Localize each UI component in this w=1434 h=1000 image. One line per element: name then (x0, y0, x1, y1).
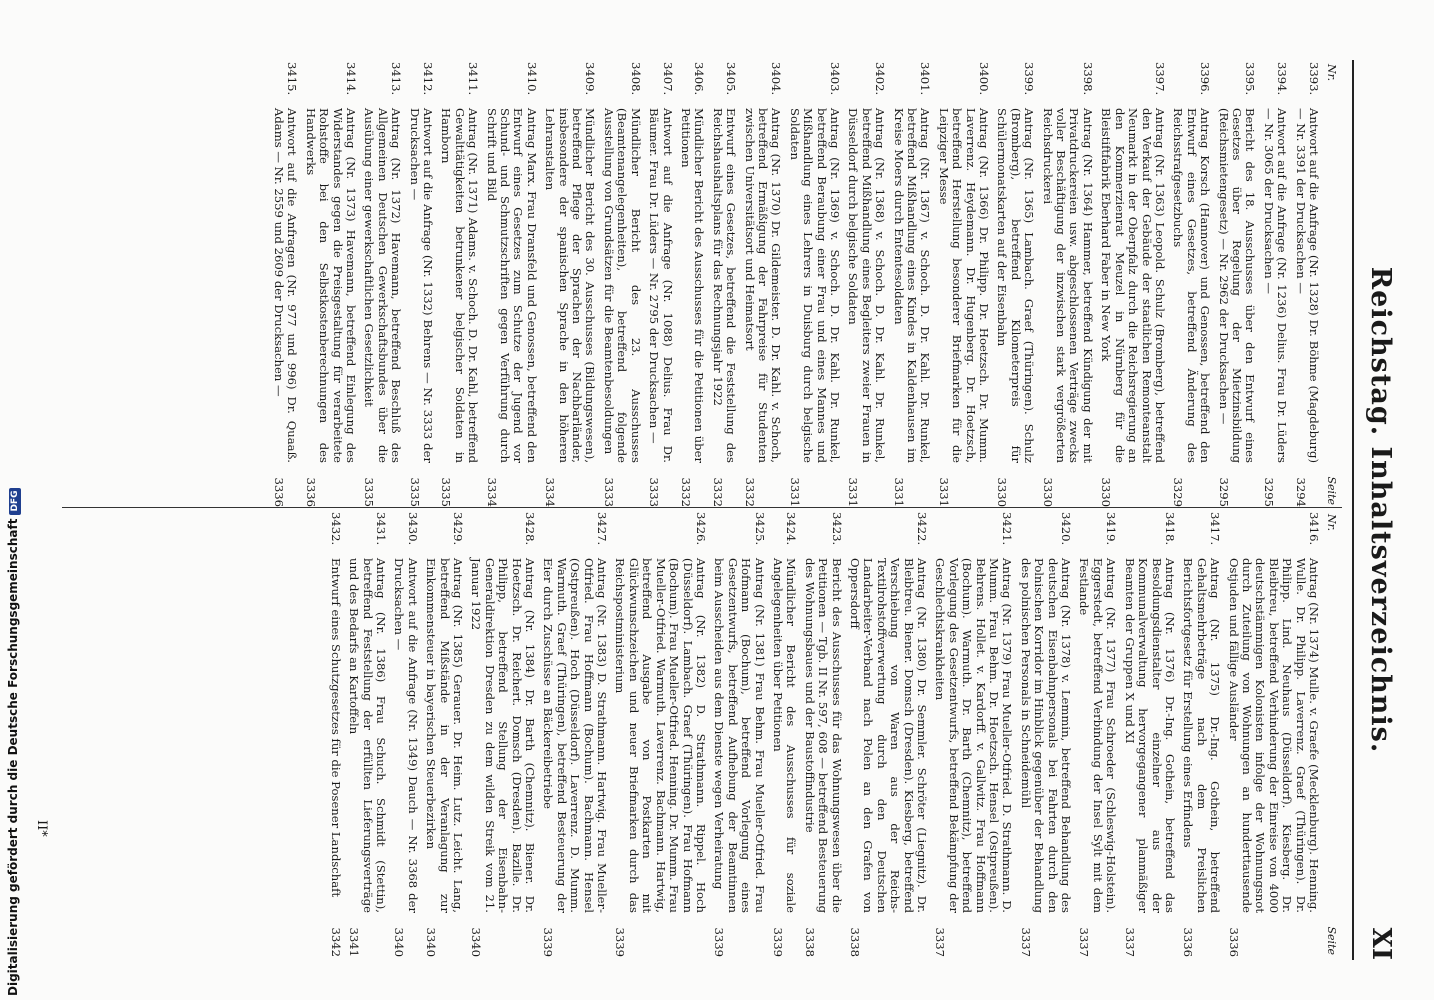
entry-page: 3339 (770, 927, 785, 957)
entry-page: 3333 (647, 477, 662, 507)
entry-page: 3332 (710, 477, 725, 507)
entry-row (742, 62, 782, 507)
entry-page: 3337 (1018, 927, 1033, 957)
entry-text: Antrag (Nr. 1380) Dr. Semmler. Schröter (Liegnitz). Dr. Bleibtreu. Biener. Domsch (Dresden). Kiesberg, betreffend Verschiebung von Waren aus der Reichs-Textilrohstoffverwertung durch den Deutschen Landarbeiter-Verband nach Polen an den Grafen von Oppersdorff (848, 558, 930, 913)
entry-page: 3334 (484, 477, 499, 507)
entry-number: 3399. (1022, 62, 1037, 96)
entry-text: Antrag (Nr. 1383) D. Strathmann. Hartwig. Frau Mueller-Otfried. Frau Hoffmann (Bochum). Bachmann. Hensel (Ostpreußen). Hoch (Düsseldorf). Laverrenz. D. Mumm. Warmuth. Graef (Thüringen), betreffend Besteuerung der Eier durch Zuschüsse an Bäckereibetriebe (541, 558, 610, 913)
entry-row (407, 62, 434, 507)
entry-row (392, 512, 419, 957)
column-separator (62, 507, 1342, 508)
digitization-notice (6, 488, 21, 996)
entry-number: 3406. (692, 62, 707, 96)
entry-page: 3341 (347, 927, 362, 957)
dfg-logo: DFG (9, 488, 21, 515)
entry-page: 3295 (1261, 477, 1276, 507)
entry-text: Antrag (Nr. 1381) Frau Behm. Frau Mueller-Otfried. Frau Hofmann (Bochum), betreffend Vorlegung eines Gesetzentwurfs, betreffend Aufhebung der Beamtinnen beim Ausscheiden aus dem Dienste wegen Verheiratung (712, 558, 767, 913)
entry-number: 3429. (451, 512, 466, 546)
entry-text: Antrag (Nr. 1366) Dr. Philipp. Dr. Hoetzsch. Dr. Mumm. Laverrenz. Heydemann. Dr. Hugenberg. Dr. Hoetzsch, betreffend Herstellung besonderer Briefmarken für die Leipziger Messe (936, 108, 992, 463)
entry-text: Antwort auf die Anfrage (Nr. 1328) Dr. Böhme (Magdeburg) — Nr. 3391 der Drucksachen — (1293, 108, 1321, 463)
entry-number: 3407. (660, 62, 675, 96)
entry-row (484, 62, 538, 507)
entry-page: 3338 (848, 927, 862, 957)
entry-number: 3411. (466, 62, 481, 96)
right-entry-list (328, 512, 1320, 957)
entry-page: 3337 (933, 927, 948, 957)
entry-text: Antrag Marx. Frau Dransfeld und Genossen, betreffend den Entwurf eines Gesetzes zum Schutze der Jugend vor Schund- und Schmutzschriften gegen Verführung durch Schrift und Bild (484, 108, 539, 463)
entry-number: 3422. (915, 512, 930, 546)
entry-page: 3339 (541, 927, 556, 957)
entry-number: 3423. (829, 512, 844, 546)
entry-text: Antrag (Nr. 1384) Dr. Barth (Chemnitz). Biener. Dr. Hoetzsch. Dr. Reichert. Domsch (Dresden). Bazille. Dr. Philipp, betreffend Stellung der Eisenbahn-Generaldirektion Dresden zu dem wilden Streik vom 21. Januar 1922 (469, 558, 538, 913)
entry-row (846, 62, 886, 507)
entry-text: Antrag (Nr. 1379) Frau Mueller-Otfried. D. Strathmann. D. Mumm. Frau Behm. Dr. Hoetzsch. Hensel (Ostpreußen). Behrens. Hollet. v. Kardorff. v. Gallwitz. Frau Hoffmann (Bochum). Warmuth. Dr. Barth (Chemnitz), betreffend Vorlegung des Gesetzentwurfs, betreffend Bekämpfung der Geschlechtskrankheiten (933, 558, 1015, 913)
entry-page: 3340 (424, 927, 439, 957)
entry-text: Antwort auf die Anfragen (Nr. 977 und 996) Dr. Quaaß. Adams — Nr. 2559 und 2609 der Drucksachen — (271, 108, 300, 463)
entry-text: Mündlicher Bericht des Ausschusses für die Petitionen über Petitionen (678, 108, 707, 463)
entry-text: Antrag (Nr. 1364) Hammer, betreffend Kündigung der mit Privatdruckereien usw. abgeschlossenen Verträge zwecks voller Beschäftigung der inzwischen stark vergrößerten Reichsdruckerei (1040, 108, 1095, 463)
entry-number: 3413. (389, 62, 404, 96)
entry-text: Antrag Korsch (Hannover) und Genossen, betreffend den Entwurf eines Gesetzes, betreffend Änderung des Reichsstrafgesetzbuchs (1171, 108, 1213, 463)
entry-row (802, 512, 842, 957)
entry-text: Antrag (Nr. 1365) Lambach. Graef (Thüringen). Schulz (Bromberg), betreffend Kilometerpreis für Schülermonatskarten auf der Eisenbahn (995, 108, 1037, 463)
left-entry-list (272, 62, 1320, 507)
entry-row (995, 62, 1035, 507)
entry-row (933, 512, 1013, 957)
signature-mark: II* (34, 820, 49, 837)
entry-number: 3419. (1104, 512, 1119, 546)
entry-text: Antwort auf die Anfrage (Nr. 1349) Dauch — Nr. 3368 der Drucksachen — (392, 558, 420, 913)
entry-number: 3424. (784, 512, 799, 546)
entry-row (469, 512, 536, 957)
entry-number: 3405. (724, 62, 739, 96)
entry-number: 3417. (1208, 512, 1223, 546)
entry-text: Bericht des Ausschusses für das Wohnungswesen über die Petitionen — Tgb. II Nr. 597, 608 — betreffend Besteuerung des Wohnungsbaues und der Baustoffindustrie (802, 558, 844, 913)
entry-number: 3416. (1307, 512, 1321, 546)
entry-page: 3332 (742, 477, 757, 507)
page-title: Reichstag. Inhaltsverzeichnis. (1365, 266, 1396, 754)
entry-row (1018, 512, 1072, 957)
entry-text: Antrag (Nr. 1385) Gerauer. Dr. Heim. Lutz. Leicht. Lang, betreffend Mißstände in der Veranlagung zur Einkommensteuer in bayerischen Steuerbezirken (424, 558, 466, 913)
entry-page: 3332 (678, 477, 693, 507)
entry-number: 3396. (1198, 62, 1213, 96)
entry-number: 3431. (374, 512, 388, 546)
entry-number: 3414. (344, 62, 358, 96)
entry-text: Antrag (Nr. 1386) Frau Schuch. Schmidt (Stettin), betreffend Feststellung der erfüllten Lieferungsverträge und des Bedarfs an Kartoffeln (347, 558, 388, 913)
entry-text: Antrag (Nr. 1370) Dr. Gildemeister. D. Dr. Kahl. v. Schoch, betreffend Ermäßigung der Fahrpreise für Studenten zwischen Universitätsort und Heimatsort (742, 108, 784, 463)
seite-label: Seite (1325, 926, 1338, 955)
entry-text: Entwurf eines Schutzgesetzes für die Posener Landschaft (328, 558, 343, 898)
entry-page: 3342 (328, 927, 343, 957)
entry-text: Antrag (Nr. 1371) Adams. v. Schoch. D. Dr. Kahl, betreffend Gewalttätigkeiten betrunkener belgischer Soldaten in Hamborn (439, 108, 481, 463)
entry-text: Mündlicher Bericht des 30. Ausschusses (Bildungswesen), betreffend Pflege der Sprachen der Nachbarländer, insbesondere der spanischen Sprache in den höheren Lehranstalten (543, 108, 598, 463)
entry-row (602, 62, 642, 507)
entry-row (679, 62, 706, 507)
entry-page: 3329 (1171, 477, 1186, 507)
page-number: XI (1366, 927, 1396, 960)
entry-row (647, 62, 674, 507)
entry-page: 3336 (271, 477, 286, 507)
entry-page: 3331 (787, 477, 802, 507)
entry-row (1293, 62, 1320, 507)
entry-number: 3403. (828, 62, 842, 96)
entry-row (848, 512, 928, 957)
entry-row (347, 512, 387, 957)
entry-row (439, 62, 479, 507)
entry-number: 3420. (1059, 512, 1074, 546)
entry-page: 3340 (392, 927, 407, 957)
entry-row (424, 512, 464, 957)
entry-page: 3335 (362, 477, 377, 507)
entry-row (1226, 512, 1320, 957)
nr-label: Nr. (1325, 64, 1338, 82)
entry-page: 3331 (846, 477, 861, 507)
entry-page: 3331 (936, 477, 951, 507)
entry-number: 3432. (328, 512, 343, 546)
digitization-text: Digitalisierung gefördert durch die Deutsche Forschungsgemeinschaft (6, 518, 20, 996)
entry-text: Antrag (Nr. 1377) Frau Schroeder (Schleswig-Holstein). Eggerstedt, betreffend Verbindung der Insel Sylt mit dem Festlande (1077, 558, 1119, 913)
entry-page: 3339 (712, 927, 727, 957)
entry-row (891, 62, 931, 507)
entry-text: Antrag (Nr. 1378) v. Lemmin, betreffend Behandlung des deutschen Eisenbahnpersonals bei Fahrten durch den Polnischen Korridor im Hinblick gegenüber der Behandlung des polnischen Personals in Schneidemühl (1018, 558, 1074, 913)
entry-number: 3397. (1152, 62, 1167, 96)
entry-number: 3395. (1243, 62, 1258, 96)
entry-number: 3410. (524, 62, 539, 96)
entry-row (303, 62, 357, 507)
entry-page: 3335 (407, 477, 422, 507)
entry-row (543, 62, 597, 507)
entry-row (328, 512, 341, 957)
entry-row (1216, 62, 1256, 507)
entry-text: Antrag (Nr. 1368) v. Schoch. D. Dr. Kahl. Dr. Runkel, betreffend Mißhandlung eines Begleiters zweier Frauen in Düsseldorf durch belgische Soldaten (846, 108, 888, 463)
nr-label: Nr. (1325, 514, 1338, 532)
entry-page: 3294 (1293, 477, 1308, 507)
entry-page: 3335 (439, 477, 454, 507)
entry-number: 3428. (523, 512, 538, 546)
entry-number: 3425. (752, 512, 767, 546)
entry-number: 3402. (873, 62, 888, 96)
entry-text: Entwurf eines Gesetzes, betreffend die Feststellung des Reichshaushaltsplans für das Rechnungsjahr 1922 (710, 108, 739, 463)
entry-text: Antrag (Nr. 1373) Havemann, betreffend Einlegung des Widerstandes gegen die Preisgestaltung für verarbeitete Rohstoffe bei den Selbstkostenberechnungen des Handwerks (303, 108, 358, 463)
entry-page: 3337 (1077, 927, 1092, 957)
entry-row (1261, 62, 1288, 507)
entry-number: 3398. (1080, 62, 1095, 96)
entry-row (362, 62, 402, 507)
entry-number: 3430. (405, 512, 420, 546)
entry-text: Mündlicher Bericht des 23. Ausschusses (Beamtenangelegenheiten), betreffend folgende Ausstellung von Grundsätzen für die Beamtenbesoldungen (601, 108, 643, 463)
entry-row (1077, 512, 1117, 957)
entry-text: Antrag (Nr. 1369) v. Schoch. D. Dr. Kahl. Dr. Runkel, betreffend Beraubung einer Frau und eines Mannes und Mißhandlung eines Lehrers in Duisburg durch belgische Soldaten (787, 108, 842, 463)
entry-number: 3421. (1000, 512, 1015, 546)
entry-text: Antrag (Nr. 1363) Leopold. Schulz (Bromberg), betreffend den Verkauf der Gebäude der staatlichen Remonteanstalt Neumarkt in der Oberpfalz durch die Reichsregierung an den Kommerzienrat Meuzel in Nürnberg für die Bleistiftfabrik Eberhard Faber in New York (1099, 108, 1167, 463)
entry-row (613, 512, 707, 957)
entry-number: 3408. (628, 62, 643, 96)
entry-page: 3338 (802, 927, 817, 957)
entry-number: 3427. (595, 512, 610, 546)
header-rule (1352, 60, 1354, 960)
entry-number: 3401. (918, 62, 933, 96)
entry-number: 3393. (1307, 62, 1321, 96)
entry-number: 3409. (583, 62, 598, 96)
entry-page: 3340 (469, 927, 484, 957)
entry-page: 3333 (601, 477, 616, 507)
entry-text: Antwort auf die Anfrage (Nr. 1236) Delius. Frau Dr. Lüders — Nr. 3065 der Drucksachen — (1261, 108, 1290, 463)
entry-page: 3331 (891, 477, 906, 507)
entry-number: 3400. (977, 62, 992, 96)
entry-row (712, 512, 766, 957)
right-column (54, 512, 1344, 957)
entry-page: 3330 (1040, 477, 1055, 507)
entry-page: 3336 (1226, 927, 1241, 957)
entry-text: Antrag (Nr. 1374) Mulle. v. Graefe (Mecklenburg). Henning. Wulle. Dr. Philipp. Laverrenz. Graef (Thüringen). Dr. Philipp. Lind. Neuhaus (Düsseldorf). Kiesberg. Dr. Bleibtreu, betreffend Verhinderung der Einreise von 4000 deutschstämmigen Kolonisten infolge der Wohnungsnot durch Zuteilung von Wohnungen an hunderttausende Ostjuden und fällige Ausländer (1226, 558, 1321, 913)
entry-number: 3394. (1275, 62, 1290, 96)
entry-text: Antrag (Nr. 1382) D. Strathmann. Rippel. Hoch (Düsseldorf). Lambach. Graef (Thüringen). Frau Hofmann (Bochum). Frau Mueller-Otfried. Henning. Dr. Mumm. Frau Mueller-Otfried. Warmuth. Laverrenz. Bachmann. Hartwig, betreffend Ausgabe von Postkarten mit Glückwunschzeichen und neuer Briefmarken durch das Reichspostministerium (613, 558, 708, 913)
entry-page: 3336 (1181, 927, 1196, 957)
entry-number: 3426. (693, 512, 708, 546)
page-header (1342, 60, 1402, 960)
entry-number: 3412. (421, 62, 436, 96)
entry-text: Antrag (Nr. 1375) Dr.-Ing. Gothein, betreffend Gehaltsmehrbeträge nach dem Preislichen Berichtsfortgesetz für Erstellung eines Erfindens (1181, 558, 1223, 913)
entry-row (936, 62, 990, 507)
entry-text: Antwort auf die Anfrage (Nr. 1088) Delius. Frau Dr. Bäumer. Frau Dr. Lüders — Nr. 2795 der Drucksachen — (647, 108, 675, 463)
entry-page: 3330 (1099, 477, 1114, 507)
entry-page: 3295 (1216, 477, 1231, 507)
entry-row (1181, 512, 1221, 957)
entry-row (541, 512, 608, 957)
entry-row (1099, 62, 1166, 507)
entry-text: Antrag (Nr. 1372) Havemann, betreffend Beschluß des Allgemeinen Deutschen Gewerkschaftsbundes über die Ausübung einer gewerkschaftlichen Gesetzlichkeit (362, 108, 404, 463)
right-column-header (1320, 512, 1344, 957)
left-column-header (1320, 62, 1344, 507)
entry-page: 3339 (613, 927, 628, 957)
entry-number: 3415. (285, 62, 300, 96)
entry-row (771, 512, 798, 957)
entry-row (1171, 62, 1211, 507)
left-column (54, 62, 1344, 507)
entry-text: Bericht des 18. Ausschusses über den Entwurf eines Gesetzes über Regelung der Mietzinsbildung (Reichsmietengesetz) — Nr. 2962 der Drucksachen — (1216, 108, 1258, 463)
entry-row (710, 62, 737, 507)
seite-label: Seite (1325, 476, 1338, 505)
entry-text: Mündlicher Bericht des Ausschusses für soziale Angelegenheiten über Petitionen (770, 558, 799, 913)
entry-page: 3330 (995, 477, 1010, 507)
entry-text: Antrag (Nr. 1376) Dr.-Ing. Gothein, betreffend das Besoldungsdienstalter einzelner aus der Kommunalverwaltung hervorgegangener planmäßiger Beamten der Gruppen X und XI (1122, 558, 1177, 913)
entry-number: 3404. (769, 62, 784, 96)
entry-row (787, 62, 841, 507)
entry-text: Antrag (Nr. 1367) v. Schoch. D. Dr. Kahl. Dr. Runkel, betreffend Mißhandlung eines Kindes in Kaldenhausen im Kreise Moers durch Ententesoldaten (891, 108, 933, 463)
entry-row (1122, 512, 1176, 957)
entry-page: 3336 (303, 477, 318, 507)
entry-row (1040, 62, 1094, 507)
entry-text: Antwort auf die Anfrage (Nr. 1332) Behrens — Nr. 3333 der Drucksachen — (407, 108, 436, 463)
entry-page: 3337 (1122, 927, 1137, 957)
entry-row (272, 62, 299, 507)
entry-page: 3334 (543, 477, 558, 507)
entry-number: 3418. (1162, 512, 1177, 546)
